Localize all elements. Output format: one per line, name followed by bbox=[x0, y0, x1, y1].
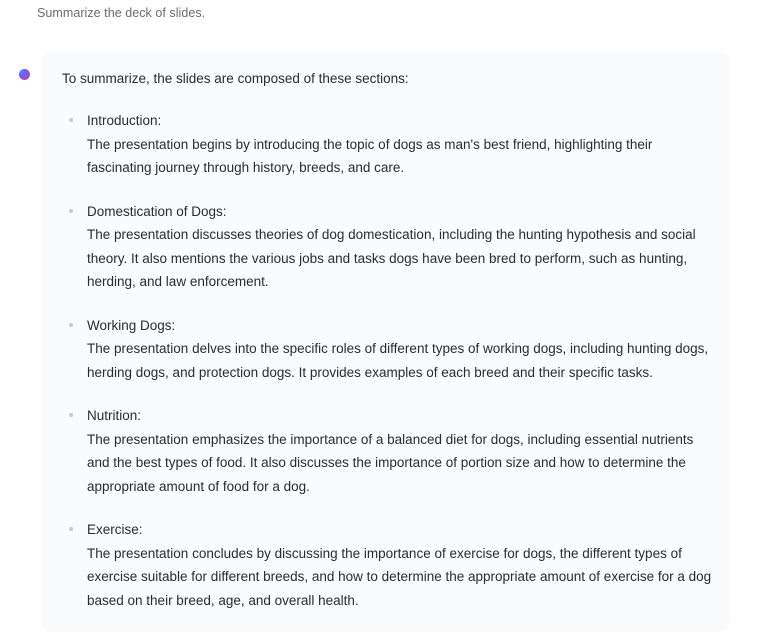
user-prompt: Summarize the deck of slides. bbox=[37, 6, 206, 20]
section-description: The presentation emphasizes the importance of a balanced diet for dogs, including essential nutrients and the best types of food. It also discusses the importance of portion size and how to determine the appropriate amount of food for a dog. bbox=[87, 431, 694, 494]
assistant-avatar-icon bbox=[19, 69, 30, 80]
list-item bbox=[62, 314, 717, 385]
bullet-dot-icon bbox=[69, 527, 73, 531]
section-list bbox=[62, 109, 730, 612]
bullet-dot-icon bbox=[69, 118, 73, 122]
section-description: The presentation begins by introducing the topic of dogs as man's best friend, highlighting their fascinating journey through history, breeds, and care. bbox=[87, 136, 653, 175]
list-item bbox=[62, 200, 717, 294]
list-item bbox=[62, 404, 717, 498]
response-intro: To summarize, the slides are composed of these sections: bbox=[62, 71, 409, 86]
section-title: Introduction: bbox=[87, 113, 162, 128]
section-title: Exercise: bbox=[87, 522, 143, 537]
section-description: The presentation concludes by discussing the importance of exercise for dogs, the different types of exercise suitable for different breeds, and how to determine the appropriate amount of exercise for a dog based on their breed, age, and overall health. bbox=[87, 545, 712, 608]
bullet-dot-icon bbox=[69, 209, 73, 213]
section-title: Domestication of Dogs: bbox=[87, 203, 227, 219]
bullet-dot-icon bbox=[69, 413, 73, 417]
list-item bbox=[62, 109, 717, 180]
section-title: Nutrition: bbox=[87, 408, 142, 423]
section-title: Working Dogs: bbox=[87, 317, 176, 333]
bullet-dot-icon bbox=[69, 323, 73, 327]
list-item bbox=[62, 518, 717, 612]
section-description: The presentation discusses theories of dog domestication, including the hunting hypothesis and social theory. It also mentions the various jobs and tasks dogs have been bred to perform, such as hunting, herding, and law enforcement. bbox=[87, 227, 696, 289]
assistant-response bbox=[42, 52, 730, 632]
section-description: The presentation delves into the specific roles of different types of working dogs, including hunting dogs, herding dogs, and protection dogs. It provides examples of each breed and their specific tasks. bbox=[87, 341, 709, 380]
